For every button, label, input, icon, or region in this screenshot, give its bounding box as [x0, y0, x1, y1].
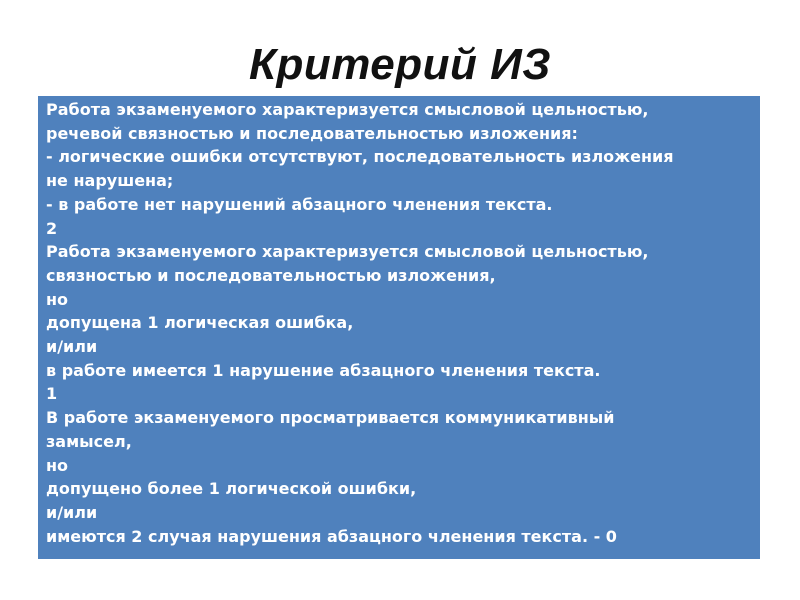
score-line: 1 [46, 384, 58, 404]
text-line: в работе имеется 1 нарушение абзацного членения текста. [46, 360, 601, 380]
text-line: В работе экзаменуемого просматривается коммуникативный [46, 408, 615, 428]
text-line: не нарушена; [46, 171, 174, 191]
text-line: Работа экзаменуемого характеризуется смысловой цельностью, [46, 100, 649, 119]
text-line: допущено более 1 логической ошибки, [46, 479, 417, 499]
text-line: - в работе нет нарушений абзацного членения текста. [46, 194, 553, 214]
text-line: имеются 2 случая нарушения абзацного членения текста. - 0 [46, 526, 617, 546]
text-line: речевой связностью и последовательностью изложения: [46, 123, 578, 143]
text-line: но [46, 289, 69, 309]
text-line: и/или [46, 337, 98, 357]
text-line: допущена 1 логическая ошибка, [46, 313, 354, 333]
text-line: Работа экзаменуемого характеризуется смысловой цельностью, [46, 242, 649, 262]
text-line: - логические ошибки отсутствуют, последовательность изложения [46, 147, 674, 167]
text-line: замысел, [46, 431, 132, 451]
text-line: связностью и последовательностью изложения, [46, 265, 496, 285]
text-line: и/или [46, 502, 98, 522]
text-line: но [46, 455, 69, 475]
criteria-text-box [38, 96, 760, 559]
score-line: 2 [46, 218, 58, 238]
slide-title: Критерий ИЗ [248, 40, 552, 89]
